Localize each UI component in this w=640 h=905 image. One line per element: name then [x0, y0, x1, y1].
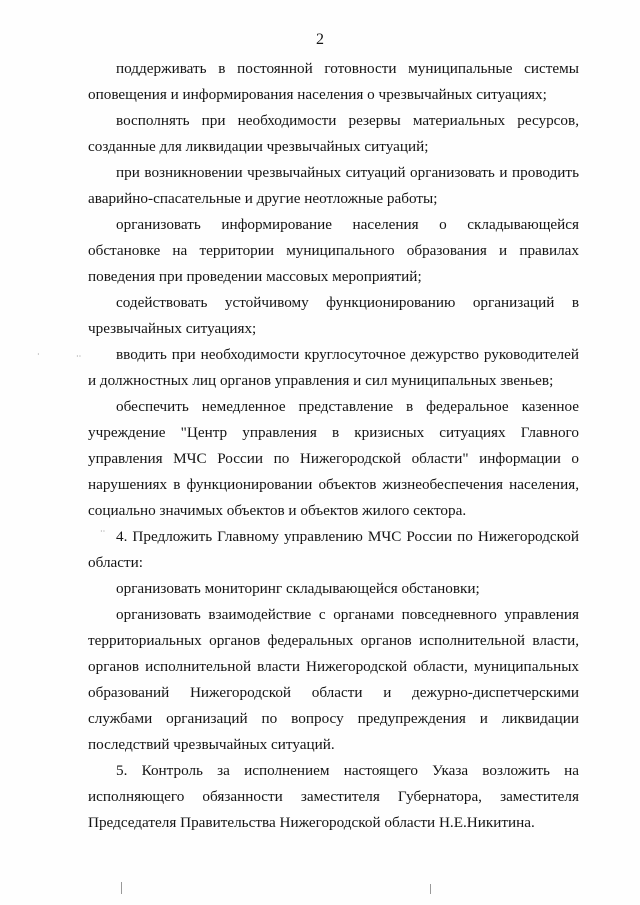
paragraph-round-the-clock-duty: вводить при необходимости круглосуточное дежурство руководителей и должностных лиц органов управления и сил муниципальных звеньев;: [88, 346, 579, 389]
scan-tick: [121, 882, 122, 894]
paragraph-alert-systems: поддерживать в постоянной готовности муниципальные системы оповещения и информирования населения о чрезвычайных ситуациях;: [88, 60, 579, 103]
paragraph-crisis-center-reporting: обеспечить немедленное представление в федеральное казенное учреждение "Центр управления в кризисных ситуациях Главного управления МЧС России по Нижегородской области" информации о нарушениях в функционировании объектов жизнеобеспечения населения, социально значимых объектов и объектов жилого сектора.: [88, 398, 579, 519]
scan-tick: [430, 884, 431, 894]
scan-speck: ··: [76, 352, 82, 361]
page-number: 2: [316, 31, 324, 48]
paragraph-public-informing: организовать информирование населения о складывающейся обстановке на территории муниципального образования и правилах поведения при проведении массовых мероприятий;: [88, 216, 579, 285]
paragraph-organizations-functioning: содействовать устойчивому функционированию организаций в чрезвычайных ситуациях;: [88, 294, 579, 337]
scan-speck: ··: [100, 527, 106, 536]
paragraph-item-4: 4. Предложить Главному управлению МЧС России по Нижегородской области:: [88, 528, 579, 571]
paragraph-monitoring: организовать мониторинг складывающейся обстановки;: [116, 580, 480, 597]
paragraph-interaction: организовать взаимодействие с органами повседневного управления территориальных органов федеральных органов исполнительной власти, органов исполнительной власти Нижегородской области, муниципальных образований Нижегородской области и дежурно-диспетчерскими службами организаций по вопросу предупреждения и ликвидации последствий чрезвычайных ситуаций.: [88, 606, 579, 753]
document-body: [88, 56, 579, 836]
paragraph-material-reserves: восполнять при необходимости резервы материальных ресурсов, созданные для ликвидации чрезвычайных ситуаций;: [88, 112, 579, 155]
paragraph-item-5: 5. Контроль за исполнением настоящего Указа возложить на исполняющего обязанности заместителя Губернатора, заместителя Председателя Правительства Нижегородской области Н.Е.Никитина.: [88, 762, 579, 831]
paragraph-rescue-works: при возникновении чрезвычайных ситуаций организовать и проводить аварийно-спасательные и другие неотложные работы;: [88, 164, 579, 207]
scan-speck: ·: [37, 350, 40, 359]
